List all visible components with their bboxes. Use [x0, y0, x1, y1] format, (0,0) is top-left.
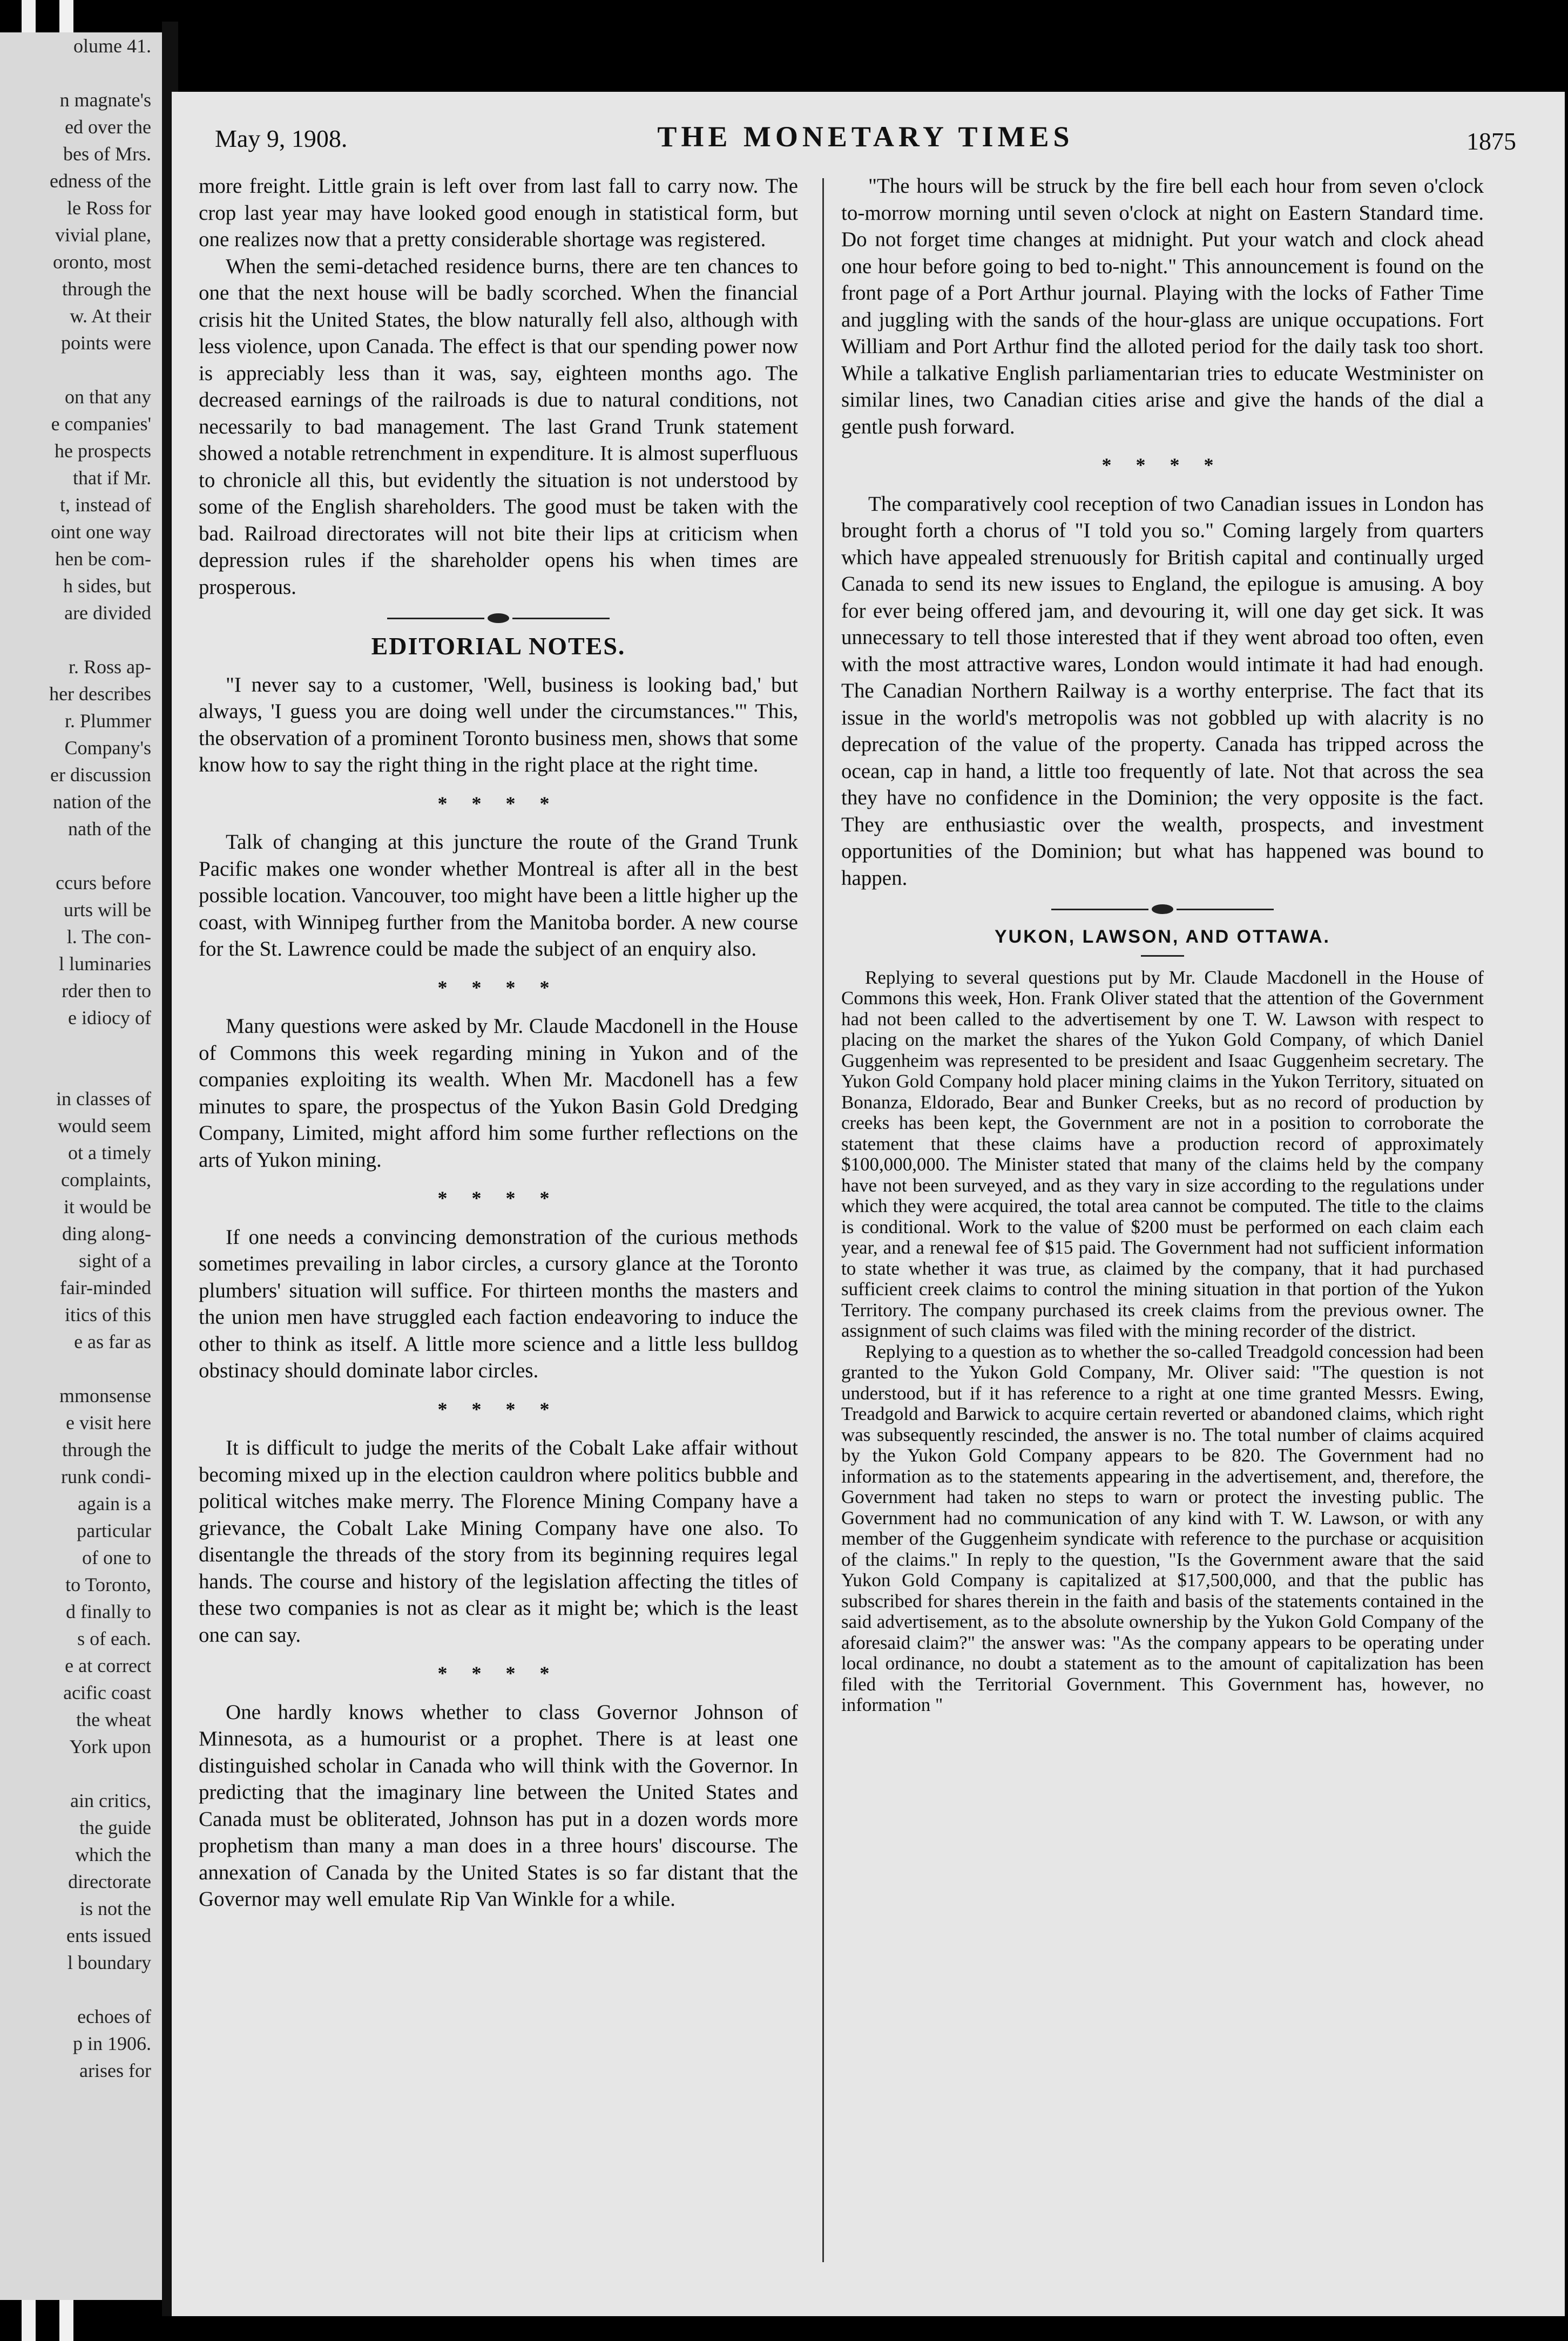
fragment-line: urts will be	[64, 899, 151, 921]
fragment-line: the guide	[79, 1817, 151, 1838]
fragment-line	[5, 356, 151, 383]
separator: * * * *	[1101, 454, 1224, 476]
fragment-line: mmonsense	[59, 1385, 151, 1406]
fragment-line: nation of the	[53, 791, 151, 813]
fragment-line: complaints,	[61, 1169, 151, 1190]
fragment-line: York upon	[69, 1736, 151, 1757]
publication-title: THE MONETARY TIMES	[657, 120, 1074, 153]
fragment-line: to Toronto,	[65, 1574, 151, 1595]
fragment-line: it would be	[64, 1196, 151, 1217]
fragment-line: arises for	[79, 2060, 151, 2081]
fragment-line	[5, 1355, 151, 1382]
short-rule	[1141, 955, 1184, 957]
fragment-line: edness of the	[50, 170, 151, 192]
fragment-line: l. The con-	[66, 926, 151, 948]
ornamental-rule	[199, 613, 798, 623]
fragment-line: e companies'	[51, 413, 151, 435]
editorial-note: "I never say to a customer, 'Well, business is looking bad,' but always, 'I guess you are doing well under the circumstances.'" This, the observation of a prominent Toronto business men, shows that some know how to say the right thing in the right place at the right time.	[199, 673, 798, 776]
fragment-line: points were	[61, 332, 151, 354]
fragment-line: echoes of	[77, 2006, 151, 2027]
fragment-line: p in 1906.	[72, 2033, 151, 2054]
article-body	[841, 967, 1484, 1716]
fragment-line: ed over the	[65, 116, 151, 138]
fragment-line: that if Mr.	[73, 467, 151, 489]
fragment-line: ain critics,	[70, 1790, 151, 1811]
fragment-line: on that any	[65, 386, 151, 408]
fragment-line: e as far as	[74, 1331, 151, 1352]
fragment-line: olume 41.	[73, 35, 151, 57]
fragment-line: he prospects	[55, 440, 151, 462]
separator: * * * *	[437, 1398, 559, 1420]
fragment-line: the wheat	[76, 1709, 151, 1730]
separator: * * * *	[437, 1662, 559, 1684]
fragment-line: through the	[62, 1439, 151, 1460]
fragment-line: w. At their	[70, 305, 151, 327]
fragment-line: hen be com-	[55, 548, 151, 570]
editorial-note: The comparatively cool reception of two Canadian issues in London has brought forth a chorus of "I told you so." Coming largely from quarters which have appealed strenuously for British capital and continually urged Canada to send its new issues to England, the epilogue is amusing. A boy for ever being offered jam, and devouring it, will one day get sick. It was unnecessary to tell those interested that if they went abroad too often, even with the most attractive wares, London would intimate it had had enough. The Canadian Northern Railway is a worthy enterprise. The fact that its issue in the world's metropolis was not gobbled up with alacrity is no deprecation of the value of the property. Canada has tripped across the ocean, cap in hand, a little too frequently of late. Not that across the sea they have no confidence in the Dominion; the very opposite is the fact. They are enthusiastic over the wealth, prospects, and investment opportunities of the Dominion; but what has happened was bound to happen.	[841, 492, 1484, 890]
fragment-line: would seem	[58, 1115, 151, 1136]
fragment-line: directorate	[68, 1871, 151, 1892]
fragment-line	[5, 1760, 151, 1787]
fragment-line: itics of this	[65, 1304, 151, 1325]
ornamental-rule	[841, 904, 1484, 914]
article-heading: YUKON, LAWSON, AND OTTAWA.	[995, 926, 1330, 947]
fragment-line: e idiocy of	[68, 1007, 151, 1029]
fragment-line: n magnate's	[59, 89, 151, 111]
fragment-line: ot a timely	[68, 1142, 151, 1163]
fragment-line	[5, 1031, 151, 1058]
fragment-line: again is a	[78, 1493, 151, 1514]
paragraph: more freight. Little grain is left over from last fall to carry now. The crop last year may have looked good enough in statistical form, but one realizes now that a pretty considerable shortage was registered.	[199, 174, 798, 251]
fragment-line: are divided	[64, 602, 151, 624]
fragment-line: bes of Mrs.	[63, 143, 151, 165]
fragment-line: l boundary	[67, 1952, 151, 1973]
editorial-note: If one needs a convincing demonstration of the curious methods sometimes prevailing in labor circles, a cursory glance at the Toronto plumbers' situation will suffice. For thirteen months the masters and the union men have struggled each faction endeavoring to induce the other to think as itself. A little more science and a little less bulldog obstinacy should dominate labor circles.	[199, 1225, 798, 1382]
fragment-line	[5, 1976, 151, 2003]
fragment-line: r. Ross ap-	[69, 656, 151, 678]
fragment-line: ccurs before	[56, 872, 151, 894]
editorial-note: It is difficult to judge the merits of the Cobalt Lake affair without becoming mixed up in the election cauldron where politics bubble and political witches make merry. The Florence Mining Company have a grievance, the Cobalt Lake Mining Company have one also. To disentangle the threads of the story from its beginning requires legal hands. The course and history of the legislation affecting the titles of these two companies is not as clear as it might be; which is the least one can say.	[199, 1436, 798, 1647]
fragment-line: acific coast	[63, 1682, 151, 1703]
editorial-note: Talk of changing at this juncture the route of the Grand Trunk Pacific makes one wonder whether Montreal is after all in the best possible location. Vancouver, too might have been a little higher up the coast, with Winnipeg further from the Manitoba border. A new course for the St. Lawrence could be made the subject of an enquiry also.	[199, 830, 798, 960]
fragment-line: rder then to	[62, 980, 151, 1002]
section-heading: EDITORIAL NOTES.	[371, 632, 626, 660]
fragment-line: which the	[75, 1844, 151, 1865]
fragment-line: h sides, but	[63, 575, 151, 597]
fragment-line: d finally to	[66, 1601, 151, 1622]
article-paragraph: Replying to a question as to whether the so-called Treadgold concession had been granted to the Yukon Gold Company, Mr. Oliver said: "The question is not understood, but if it has reference to a right at one time granted Messrs. Ewing, Treadgold and Barwick to acquire certain reverted or abandoned claims, which right was subsequently rescinded, the answer is no. The total number of claims acquired by the Yukon Gold Company appears to be 820. The Government had no information as to the statements appearing in the advertisement, and, therefore, the Government had taken no steps to warn or protect the investing public. The Government had no communication of any kind with T. W. Lawson, or with any member of the Guggenheim syndicate with reference to the purchase or acquisition of the claims." In reply to the question, "Is the Government aware that the said Yukon Gold Company is capitalized at $17,500,000, and that the public has subscribed for shares therein in the faith and basis of the statements contained in the said advertisement, as to the absolute ownership by the Yukon Gold Company of the aforesaid claim?" the answer was: "As the company appears to be operating under local ordinance, no doubt a statement as to the amount of capitalization has been filed with the Territorial Government. This Government has, however, no information "	[841, 1341, 1484, 1715]
column-rule	[822, 178, 824, 2262]
paragraph: When the semi-detached residence burns, there are ten chances to one that the next house will be badly scorched. When the financial crisis hit the United States, the blow naturally fell also, although with less violence, upon Canada. The effect is that our spending power now is appreciably less than it was, say, eighteen months ago. The decreased earnings of the railroads is due to natural conditions, not necessarily to bad management. The last Grand Trunk statement showed a notable retrenchment in expenditure. It is almost superfluous to chronicle all this, but evidently the situation is not understood by some of the English shareholders. The good must be taken with the bad. Railroad directorates will not bite their lips at criticism when depression rules if the shareholder opens his when times are prosperous.	[199, 254, 798, 599]
fragment-line: nath of the	[68, 818, 151, 840]
fragment-line: particular	[77, 1520, 151, 1541]
newspaper-page	[172, 92, 1565, 2316]
fragment-line	[5, 59, 151, 86]
fragment-line: l luminaries	[59, 953, 151, 975]
fragment-line: fair-minded	[59, 1277, 151, 1298]
running-header	[215, 113, 1516, 162]
fragment-line: t, instead of	[60, 494, 151, 516]
page-number: 1875	[1466, 127, 1516, 155]
fragment-line: er discussion	[50, 764, 151, 786]
column-left	[199, 173, 798, 1913]
editorial-note: "The hours will be struck by the fire bell each hour from seven o'clock to-morrow morning until seven o'clock at night on Eastern Standard time. Do not forget time changes at midnight. Put your watch and clock ahead one hour before going to bed to-night." This announcement is found on the front page of a Port Arthur journal. Playing with the locks of Father Time and juggling with the sands of the hour-glass are unique occupations. Fort William and Port Arthur find the alloted period for the daily task too short. While a talkative English parliamentarian tries to educate Westminister on similar lines, two Canadian cities arise and give the hands of the dial a gentle push forward.	[841, 174, 1484, 438]
fragment-line: le Ross for	[67, 197, 151, 219]
fragment-line: oint one way	[51, 521, 151, 543]
fragment-line: oronto, most	[52, 251, 151, 273]
fragment-line: is not the	[80, 1898, 151, 1919]
issue-date: May 9, 1908.	[215, 125, 348, 152]
fragment-line: e visit here	[66, 1412, 151, 1433]
fragment-line: sight of a	[79, 1250, 151, 1271]
fragment-line: through the	[62, 278, 151, 300]
fragment-line: of one to	[82, 1547, 151, 1568]
separator: * * * *	[437, 976, 559, 998]
adjacent-page-fragment	[0, 32, 162, 2300]
article-paragraph: Replying to several questions put by Mr. Claude Macdonell in the House of Commons this week, Hon. Frank Oliver stated that the attention of the Government had not been called to the advertisement by one T. W. Lawson with respect to placing on the market the shares of the Yukon Gold Company, of which Daniel Guggenheim was represented to be president and Isaac Guggenheim secretary. The Yukon Gold Company hold placer mining claims in the Yukon Territory, situated on Bonanza, Eldorado, Bear and Bunker Creeks, but as no record of production by creeks has been kept, the Government are not in a position to corroborate the statement that these claims have a production record of approximately $100,000,000. The Minister stated that many of the claims held by the company have not been surveyed, and as they vary in size according to the regulations under which they were acquired, the total area cannot be computed. The title to the claims is conditional. Work to the value of $200 must be performed on each claim each year, and a renewal fee of $15 paid. The Government had not sufficient information to state whether it was true, as claimed by the company, that it had purchased sufficient creek claims to control the mining situation in that portion of the Yukon Territory. The company purchased its creek claims from the previous owner. The assignment of such claims was filed with the mining recorder of the district.	[841, 966, 1484, 1341]
separator: * * * *	[437, 1187, 559, 1209]
editorial-note: One hardly knows whether to class Governor Johnson of Minnesota, as a humourist or a prophet. There is at least one distinguished scholar in Canada who will think with the Governor. In predicting that the imaginary line between the United States and Canada must be obliterated, Johnson has put in a dozen words more prophetism than many a man does in a three hours' discourse. The annexation of Canada by the United States is so far distant that the Governor may well emulate Rip Van Winkle for a while.	[199, 1700, 798, 1911]
editorial-note: Many questions were asked by Mr. Claude Macdonell in the House of Commons this week regarding mining in Yukon and of the companies exploiting its wealth. When Mr. Macdonell has a few minutes to spare, the prospectus of the Yukon Basin Gold Dredging Company, Limited, might afford him some further reflections on the arts of Yukon mining.	[199, 1014, 798, 1172]
fragment-line: ents issued	[66, 1925, 151, 1946]
fragment-line: s of each.	[77, 1628, 151, 1649]
fragment-line	[5, 1058, 151, 1085]
fragment-line: ding along-	[62, 1223, 151, 1244]
fragment-line: e at correct	[65, 1655, 151, 1676]
fragment-line: Company's	[64, 737, 151, 759]
fragment-line	[5, 626, 151, 653]
fragment-line: r. Plummer	[65, 710, 151, 732]
separator: * * * *	[437, 792, 559, 814]
fragment-line: in classes of	[56, 1088, 151, 1109]
column-right	[841, 173, 1484, 1716]
fragment-line: vivial plane,	[55, 224, 151, 246]
fragment-line: her describes	[49, 683, 151, 705]
fragment-line: runk condi-	[61, 1466, 151, 1487]
fragment-line	[5, 842, 151, 869]
